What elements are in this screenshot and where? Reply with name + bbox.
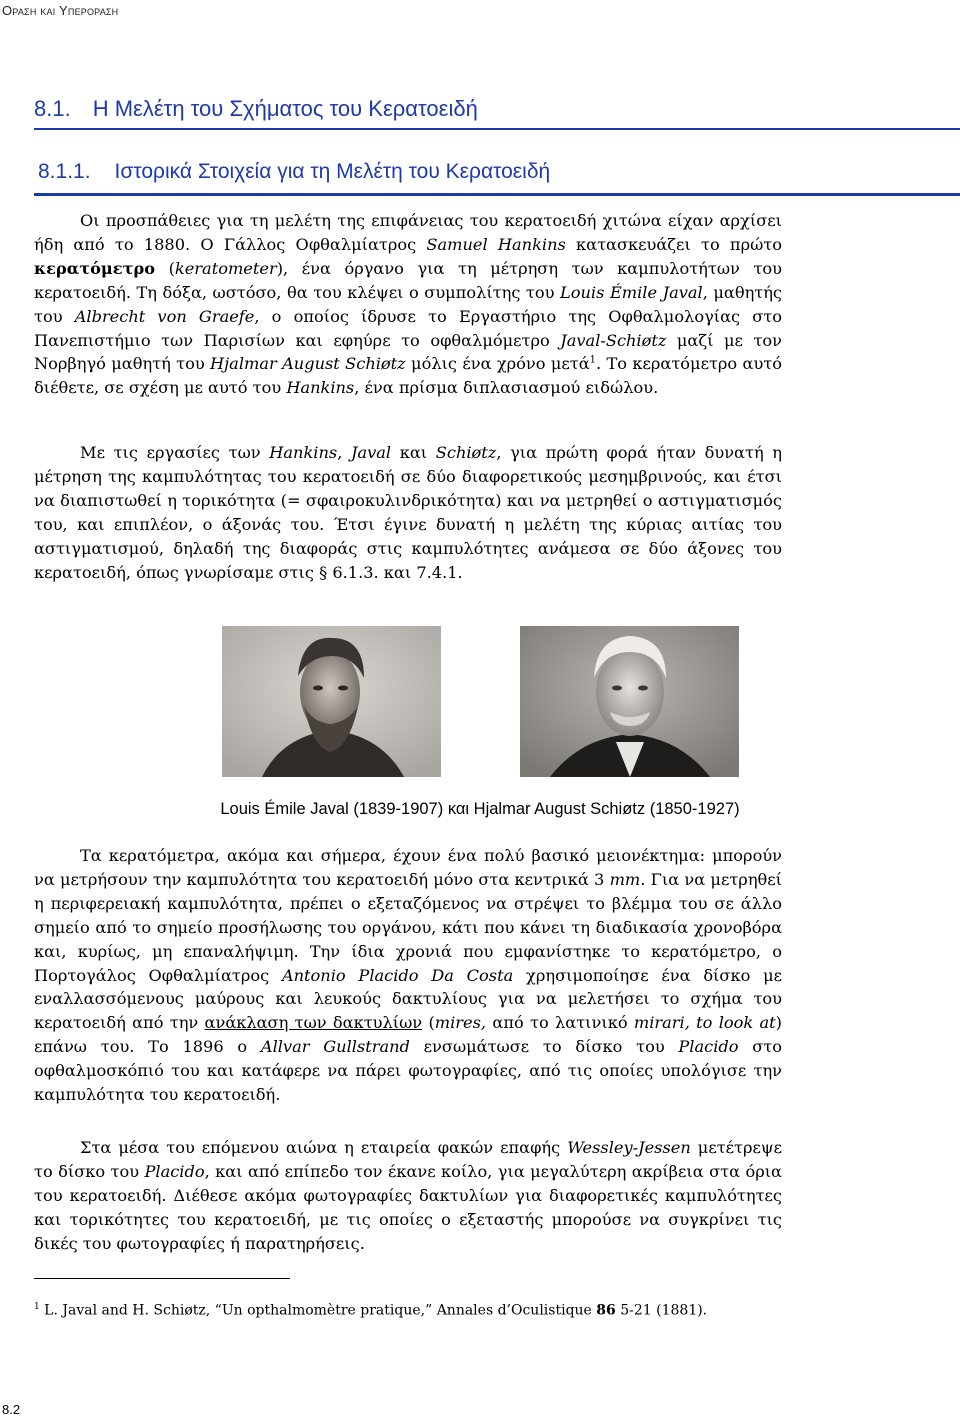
text-run: Στα μέσα του επόμενου αιώνα η εταιρεία φακών επαφής	[80, 1138, 568, 1157]
footnote-text: L. Javal and H. Schiøtz, “Un opthalmomètre pratique,” Annales d’Oculistique	[39, 1302, 597, 1319]
text-run: μαζί με τον Νορβηγό μαθητή του	[34, 330, 782, 374]
text-run: . Για να μετρηθεί η περιφερειακή καμπυλότητα, πρέπει ο εξεταζόμενος να στρέψει το βλέμμα του σε άλλο σημείο από το σημείο προσήλωσης του οργάνου, κάτι που κάνει τη διαδικασία χρονοβόρα και, κυρίως, μη επαναλήψιμη. Την ίδια χρονιά που εμφανίστηκε το κερατόμετρο, ο Πορτογάλος Οφθαλμίατρος	[34, 869, 782, 985]
person-name: Samuel Hankins	[426, 234, 566, 254]
person-name: Antonio Placido Da Costa	[281, 965, 514, 985]
footnote-separator	[34, 1278, 290, 1279]
text-run: από το λατινικό	[486, 1013, 634, 1033]
text-run: μόλις ένα χρόνο μετά	[405, 354, 590, 374]
footnote	[34, 1297, 744, 1322]
text-run: μετέτρεψε το δίσκο του	[34, 1138, 782, 1181]
paragraph-1	[34, 209, 782, 400]
section-heading	[34, 96, 960, 130]
unit-italic: mm	[609, 869, 641, 889]
text-run: ,	[337, 443, 351, 462]
text-run: . Το κερατόμετρο αυτό διέθετε, σε σχέση με αυτό του	[34, 354, 782, 398]
person-name: Hjalmar August Schiøtz	[210, 354, 406, 374]
text-run: , για πρώτη φορά ήταν δυνατή η μέτρηση της καμπυλότητας του κερατοειδή σε δύο διαφορετικούς μεσημβρινούς, και έτσι να διαπιστωθεί η τορικότητα (= σφαιροκυλινδρικότητα) και να μετρηθεί ο αστιγματισμός του, και επιπλέον, ο άξονάς του. Έτσι έγινε δυνατή η μελέτη της κύριας αιτίας του αστιγματισμού, δηλαδή της διαφοράς στις καμπυλότητες ανάμεσα σε δύο άξονες του κερατοειδή, όπως γνωρίσαμε στις § 6.1.3. και 7.4.1.	[34, 443, 782, 582]
instrument-name: Javal-Schiøtz	[560, 330, 667, 350]
paragraph-2	[34, 441, 782, 584]
footnote-ref[interactable]: 1	[589, 355, 597, 367]
term-italic: mires,	[434, 1013, 487, 1033]
text-run: κατασκευάζει το πρώτο	[565, 234, 782, 254]
text-run: ) επάνω του. Το 1896 ο	[34, 1013, 782, 1057]
text-run: στο οφθαλμοσκόπιό του και κατάφερε να πάρει φωτογραφίες, από τις οποίες υπολόγισε την καμπυλότητα του κερατοειδή.	[34, 1037, 782, 1105]
text-run: Οι προσπάθειες για τη μελέτη της επιφάνειας του κερατοειδή χιτώνα είχαν αρχίσει ήδη από το 1880. Ο Γάλλος Οφθαλμίατρος	[34, 211, 782, 254]
figure-caption: Louis Émile Javal (1839-1907) και Hjalmar August Schiøtz (1850-1927)	[220, 800, 740, 818]
person-name: Allvar Gullstrand	[260, 1037, 410, 1057]
text-run: Με τις εργασίες των	[80, 443, 270, 462]
person-name: Louis Émile Javal	[560, 282, 703, 302]
text-run: , μαθητής του	[34, 282, 782, 326]
footnote-number: 1	[34, 1302, 40, 1312]
person-name: Placido	[678, 1037, 739, 1057]
term-italic: mirari,	[633, 1013, 690, 1033]
person-name: Schiøtz	[435, 443, 497, 462]
company-name: Wessley-Jessen	[567, 1138, 691, 1157]
paragraph-4	[34, 1136, 782, 1256]
underlined-term: ανάκλαση των δακτυλίων	[204, 1013, 423, 1033]
running-header: Οραση και Υπεροραση	[2, 3, 119, 18]
paragraph-3	[34, 844, 782, 1107]
person-name: Placido	[144, 1161, 205, 1181]
text-run: Τα κερατόμετρα, ακόμα και σήμερα, έχουν ένα πολύ βασικό μειονέκτημα: μπορούν να μετρήσουν την καμπυλότητα του κερατοειδή μόνο στα κεντρικά 3	[34, 846, 782, 889]
page-number: 8.2	[2, 1402, 21, 1417]
footnote-volume: 86	[596, 1302, 616, 1319]
text-run: ), ένα όργανο για τη μέτρηση των καμπυλοτήτων του κερατοειδή. Τη δόξα, ωστόσο, θα του κλέψει ο συμπολίτης του	[34, 258, 782, 302]
text-run: ενσωμάτωσε το δίσκο του	[409, 1037, 679, 1057]
subsection-heading	[34, 160, 960, 196]
person-name: Hankins	[286, 378, 355, 398]
subsection-number: 8.1.1.	[38, 160, 91, 183]
text-run: (	[422, 1013, 435, 1033]
text-run: (	[155, 258, 175, 278]
text-run: , ο οποίος ίδρυσε το Εργαστήριο της Οφθαλμολογίας στο Πανεπιστήμιο των Παρισίων και εφηύρε το οφθαλμόμετρο	[34, 306, 782, 350]
subsection-title: Ιστορικά Στοιχεία για τη Μελέτη του Κερατοειδή	[114, 160, 551, 183]
text-run: , και από επίπεδο τον έκανε κοίλο, για μεγαλύτερη ακρίβεια στα όρια του κερατοειδή. Διέθεσε ακόμα φωτογραφίες δακτυλίων για διαφορετικές καμπυλότητες και τορικότητες του κερατοειδή, με τις οποίες ο εξεταστής μπορούσε να συγκρίνει τις δικές του φωτογραφίες ή παρατηρήσεις.	[34, 1161, 782, 1253]
term-bold: κερατόμετρο	[34, 258, 156, 278]
text-run: , ένα πρίσμα διπλασιασμού ειδώλου.	[354, 378, 659, 398]
section-number: 8.1.	[34, 96, 71, 121]
text-run: χρησιμοποίησε ένα δίσκο με εναλλασσόμενους μαύρους και λευκούς δακτυλίους για να μελετήσει το σχήμα του κερατοειδή από την	[34, 965, 782, 1033]
person-name: Hankins	[269, 443, 338, 462]
portrait-schiotz-photo	[520, 626, 739, 777]
term-italic: to look at	[696, 1013, 776, 1033]
person-name: Javal	[350, 443, 392, 462]
term-italic: keratometer	[174, 258, 277, 278]
footnote-text: 5-21 (1881).	[615, 1302, 708, 1319]
person-name: Albrecht von Graefe	[74, 306, 255, 326]
portrait-javal-photo	[222, 626, 441, 777]
text-run: και	[391, 443, 436, 462]
section-title: Η Μελέτη του Σχήματος του Κερατοειδή	[92, 96, 478, 121]
